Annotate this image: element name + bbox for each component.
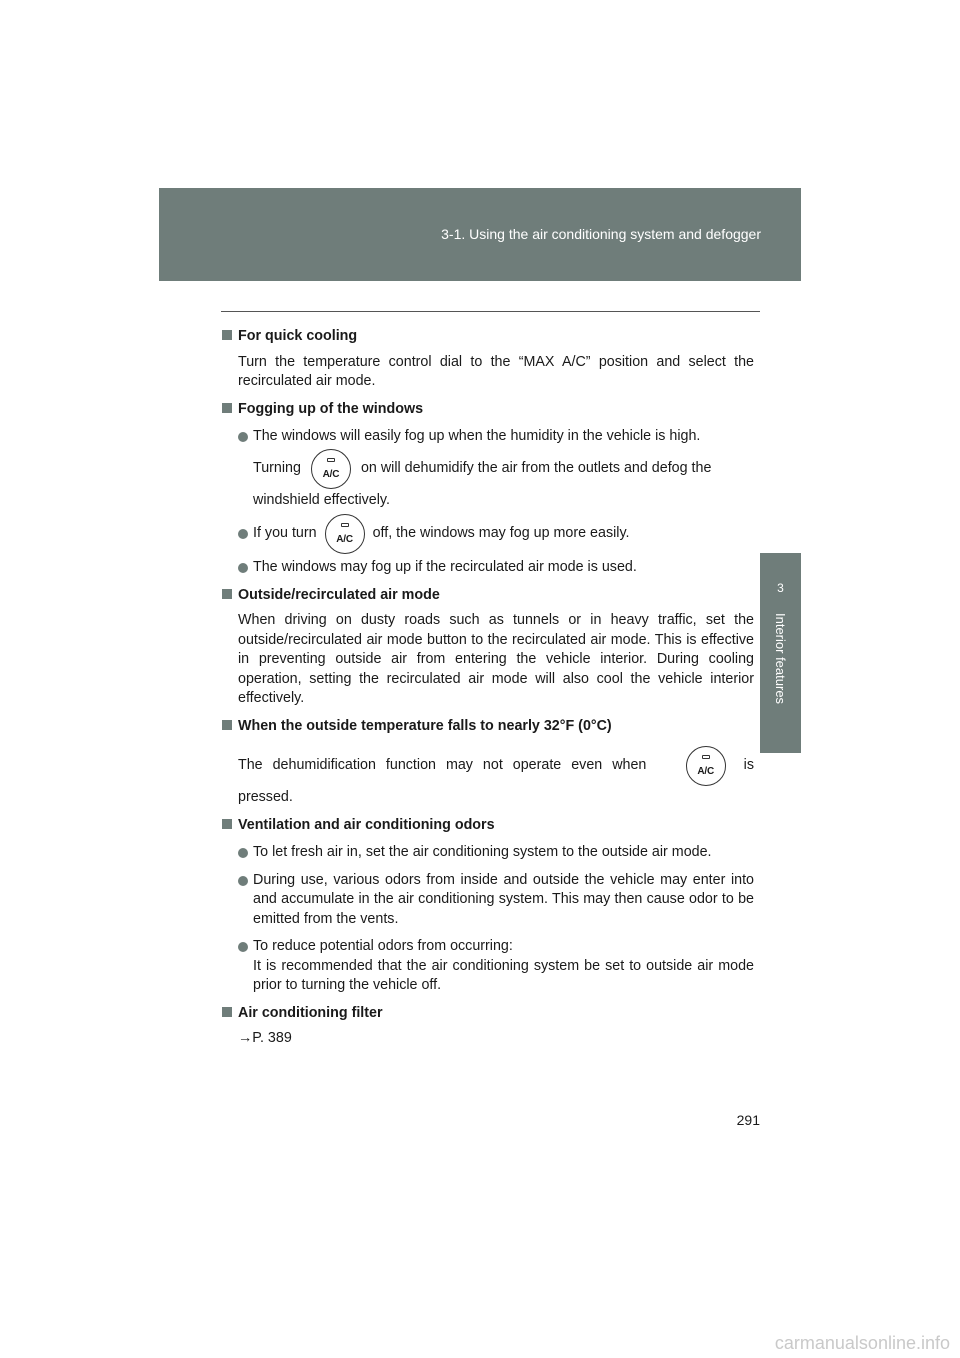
heading-outside-recirc: Outside/recirculated air mode <box>222 586 754 606</box>
header-band <box>159 188 801 281</box>
round-bullet-icon <box>238 848 248 858</box>
square-bullet-icon <box>222 589 232 599</box>
heading-fogging: Fogging up of the windows <box>222 400 754 420</box>
ac-button-icon: A/C <box>311 449 351 489</box>
round-bullet-icon <box>238 942 248 952</box>
round-bullet-icon <box>238 529 248 539</box>
square-bullet-icon <box>222 819 232 829</box>
odors-bullet-3: To reduce potential odors from occurring: It is recommended that the air conditioning system be set to outside air mode prior to turning the vehicle off. <box>222 937 754 996</box>
square-bullet-icon <box>222 720 232 730</box>
odors-bullet-1: To let fresh air in, set the air conditioning system to the outside air mode. <box>222 843 754 863</box>
page-content <box>222 327 754 1049</box>
fogging-bullet-1: The windows will easily fog up when the humidity in the vehicle is high. Turning A/C on will dehumidify the air from the outlets and defog the windshield effectively. <box>222 427 754 510</box>
heading-odors: Ventilation and air conditioning odors <box>222 816 754 836</box>
top-rule <box>221 311 760 312</box>
page-number: 291 <box>736 1112 760 1128</box>
quick-cooling-text: Turn the temperature control dial to the “MAX A/C” position and select the recirculated air mode. <box>238 353 754 389</box>
ac-button-icon: A/C <box>325 514 365 554</box>
ac-button-icon: A/C <box>686 746 726 786</box>
square-bullet-icon <box>222 1007 232 1017</box>
round-bullet-icon <box>238 563 248 573</box>
section-title: 3-1. Using the air conditioning system and defogger <box>441 226 761 242</box>
square-bullet-icon <box>222 330 232 340</box>
outside-recirc-text: When driving on dusty roads such as tunnels or in heavy traffic, set the outside/recirculated air mode button to the recirculated air mode. This is effective in preventing outside air from entering the vehicle interior. During cooling operation, setting the recirculated air mode will also cool the vehicle interior effectively. <box>238 612 754 706</box>
heading-quick-cooling: For quick cooling <box>222 327 754 347</box>
square-bullet-icon <box>222 403 232 413</box>
heading-filter: Air conditioning filter <box>222 1004 754 1024</box>
outside-temp-text: The dehumidification function may not operate even when A/C is pressed. <box>222 746 754 808</box>
filter-page-reference: →P. 389 <box>238 1030 292 1046</box>
chapter-tab <box>760 553 801 753</box>
round-bullet-icon <box>238 432 248 442</box>
watermark: carmanualsonline.info <box>774 1333 950 1353</box>
round-bullet-icon <box>238 876 248 886</box>
chapter-name: Interior features <box>773 613 788 705</box>
heading-outside-temp: When the outside temperature falls to nearly 32°F (0°C) <box>222 717 754 737</box>
fogging-bullet-3: The windows may fog up if the recirculated air mode is used. <box>222 558 754 578</box>
fogging-bullet-2: If you turn A/C off, the windows may fog up more easily. <box>222 514 754 554</box>
chapter-number: 3 <box>777 581 784 595</box>
odors-bullet-2: During use, various odors from inside and outside the vehicle may enter into and accumulate in the air conditioning system. This may then cause odor to be emitted from the vents. <box>222 871 754 930</box>
